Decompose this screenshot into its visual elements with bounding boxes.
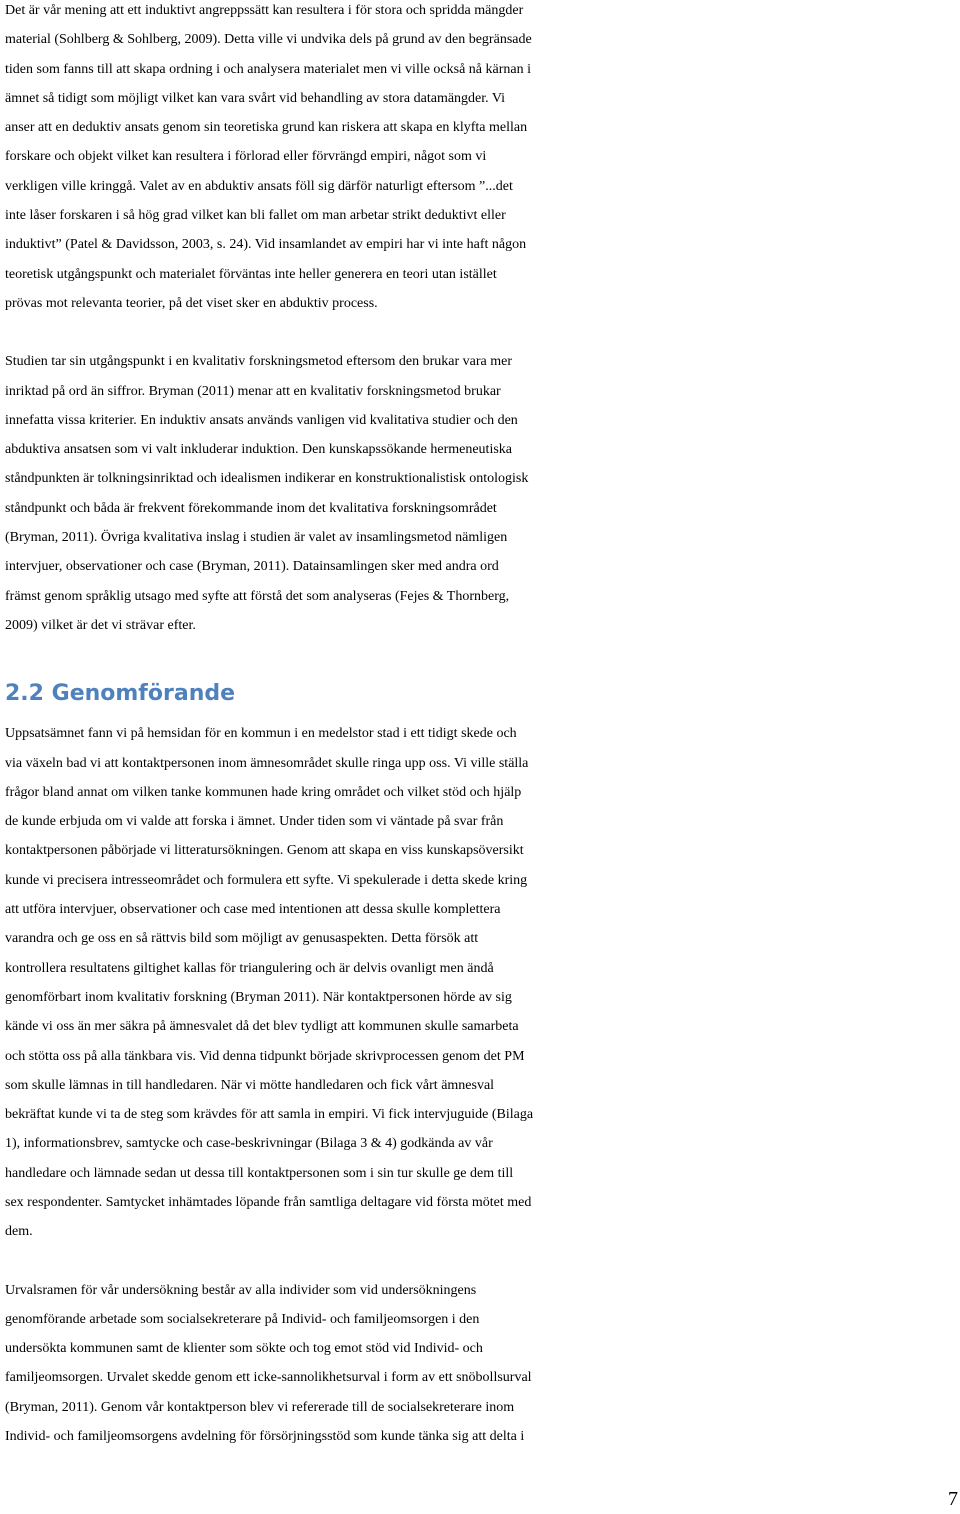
text-line: innefatta vissa kriterier. En induktiv ansats används vanligen vid kvalitativa studier och den bbox=[5, 412, 518, 428]
text-line: bekräftat kunde vi ta de steg som krävdes för att samla in empiri. Vi fick intervjuguide (Bilaga bbox=[5, 1107, 534, 1123]
paragraph-gap bbox=[5, 1247, 960, 1276]
text-line: undersökta kommunen samt de klienter som sökte och tog emot stöd vid Individ- och bbox=[5, 1341, 483, 1357]
text-line: främst genom språklig utsago med syfte att förstå det som analyseras (Fejes & Thornberg, bbox=[5, 588, 510, 604]
text-line: prövas mot relevanta teorier, på det viset sker en abduktiv process. bbox=[5, 295, 378, 311]
paragraph-sampling bbox=[5, 1276, 960, 1452]
text-line: Urvalsramen för vår undersökning består av alla individer som vid undersökningens bbox=[5, 1282, 477, 1298]
text-line: 1), informationsbrev, samtycke och case-beskrivningar (Bilaga 3 & 4) godkända av vår bbox=[5, 1136, 493, 1152]
text-line: forskare och objekt vilket kan resultera i förlorad eller förvrängd empiri, något som vi bbox=[5, 149, 487, 165]
text-line: Uppsatsämnet fann vi på hemsidan för en kommun i en medelstor stad i ett tidigt skede och bbox=[5, 726, 517, 742]
section-heading: 2.2 Genomförande bbox=[5, 681, 236, 707]
text-line: inriktad på ord än siffror. Bryman (2011) menar att en kvalitativ forskningsmetod brukar bbox=[5, 383, 501, 399]
text-line: anser att en deduktiv ansats genom sin teoretiska grund kan riskera att skapa en klyfta mellan bbox=[5, 120, 528, 136]
paragraph-gap bbox=[5, 318, 960, 347]
text-line: inte låser forskaren i så hög grad vilket kan bli fallet om man arbetar strikt deduktivt eller bbox=[5, 208, 506, 224]
paragraph-method bbox=[5, 347, 960, 640]
paragraph-approach bbox=[5, 0, 960, 318]
text-line: (Bryman, 2011). Övriga kvalitativa inslag i studien är valet av insamlingsmetod nämligen bbox=[5, 530, 508, 546]
text-line: induktivt” (Patel & Davidsson, 2003, s. 24). Vid insamlandet av empiri har vi inte haft någon bbox=[5, 237, 527, 253]
paragraph-execution bbox=[5, 719, 960, 1246]
text-line: kontrollera resultatens giltighet kallas för triangulering och är delvis ovanligt men ändå bbox=[5, 960, 494, 976]
text-line: genomförande arbetade som socialsekreterare på Individ- och familjeomsorgen i den bbox=[5, 1311, 480, 1327]
page-number: 7 bbox=[948, 1488, 958, 1510]
text-line: (Bryman, 2011). Genom vår kontaktperson blev vi refererade till de socialsekreterare inom bbox=[5, 1399, 515, 1415]
text-line: Det är vår mening att ett induktivt angreppssätt kan resultera i för stora och spridda mängder bbox=[5, 3, 524, 18]
text-line: handledare och lämnade sedan ut dessa till kontaktpersonen som i sin tur skulle ge dem till bbox=[5, 1165, 514, 1181]
text-line: abduktiva ansatsen som vi valt inkluderar induktion. Den kunskapssökande hermeneutiska bbox=[5, 442, 513, 458]
text-line: att utföra intervjuer, observationer och case med intentionen att dessa skulle komplettera bbox=[5, 902, 501, 918]
text-line: intervjuer, observationer och case (Bryman, 2011). Datainsamlingen sker med andra ord bbox=[5, 559, 499, 575]
text-line: verkligen ville kringgå. Valet av en abduktiv ansats föll sig därför naturligt eftersom ”...det bbox=[5, 178, 513, 194]
text-line: via växeln bad vi att kontaktpersonen inom ämnesområdet skulle ringa upp oss. Vi ville ställa bbox=[5, 755, 529, 771]
text-line: kände vi oss än mer säkra på ämnesvalet då det blev tydligt att kommunen skulle samarbeta bbox=[5, 1019, 519, 1035]
text-line: sex respondenter. Samtycket inhämtades löpande från samtliga deltagare vid första mötet med bbox=[5, 1194, 532, 1210]
text-line: Individ- och familjeomsorgens avdelning för försörjningsstöd som kunde tänka sig att delta i bbox=[5, 1429, 525, 1445]
document-page bbox=[5, 0, 960, 1451]
text-line: Studien tar sin utgångspunkt i en kvalitativ forskningsmetod eftersom den brukar vara mer bbox=[5, 354, 512, 370]
text-line: material (Sohlberg & Sohlberg, 2009). Detta ville vi undvika dels på grund av den begränsade bbox=[5, 32, 532, 48]
text-line: teoretisk utgångspunkt och materialet förväntas inte heller generera en teori utan istället bbox=[5, 266, 497, 282]
text-line: som skulle lämnas in till handledaren. När vi mötte handledaren och fick vårt ämnesval bbox=[5, 1077, 495, 1093]
text-line: och stötta oss på alla tänkbara vis. Vid denna tidpunkt började skrivprocessen genom det PM bbox=[5, 1048, 525, 1064]
text-line: ståndpunkt och båda är frekvent förekommande inom det kvalitativa forskningsområdet bbox=[5, 500, 497, 516]
text-line: de kunde erbjuda om vi valde att forska i ämnet. Under tiden som vi väntade på svar från bbox=[5, 814, 504, 830]
text-line: familjeomsorgen. Urvalet skedde genom ett icke-sannolikhetsurval i form av ett snöbollsurval bbox=[5, 1370, 532, 1386]
text-line: 2009) vilket är det vi strävar efter. bbox=[5, 617, 196, 633]
text-line: ståndpunkten är tolkningsinriktad och idealismen indikerar en konstruktionalistisk ontologisk bbox=[5, 471, 529, 487]
text-line: ämnet så tidigt som möjligt vilket kan vara svårt vid behandling av stora datamängder. Vi bbox=[5, 90, 506, 106]
text-line: genomförbart inom kvalitativ forskning (Bryman 2011). När kontaktpersonen hörde av sig bbox=[5, 989, 512, 1005]
text-line: dem. bbox=[5, 1224, 33, 1240]
text-line: tiden som fanns till att skapa ordning i och analysera materialet men vi ville också nå kärnan i bbox=[5, 61, 532, 77]
text-line: kunde vi precisera intresseområdet och formulera ett syfte. Vi spekulerade i detta skede kring bbox=[5, 872, 528, 888]
text-line: kontaktpersonen påbörjade vi litteratursökningen. Genom att skapa en viss kunskapsöversikt bbox=[5, 843, 524, 859]
text-line: varandra och ge oss en så rättvis bild som möjligt av genusaspekten. Detta försök att bbox=[5, 931, 479, 947]
text-line: frågor bland annat om vilken tanke kommunen hade kring området och vilket stöd och hjälp bbox=[5, 784, 522, 800]
paragraph-gap bbox=[5, 640, 960, 669]
